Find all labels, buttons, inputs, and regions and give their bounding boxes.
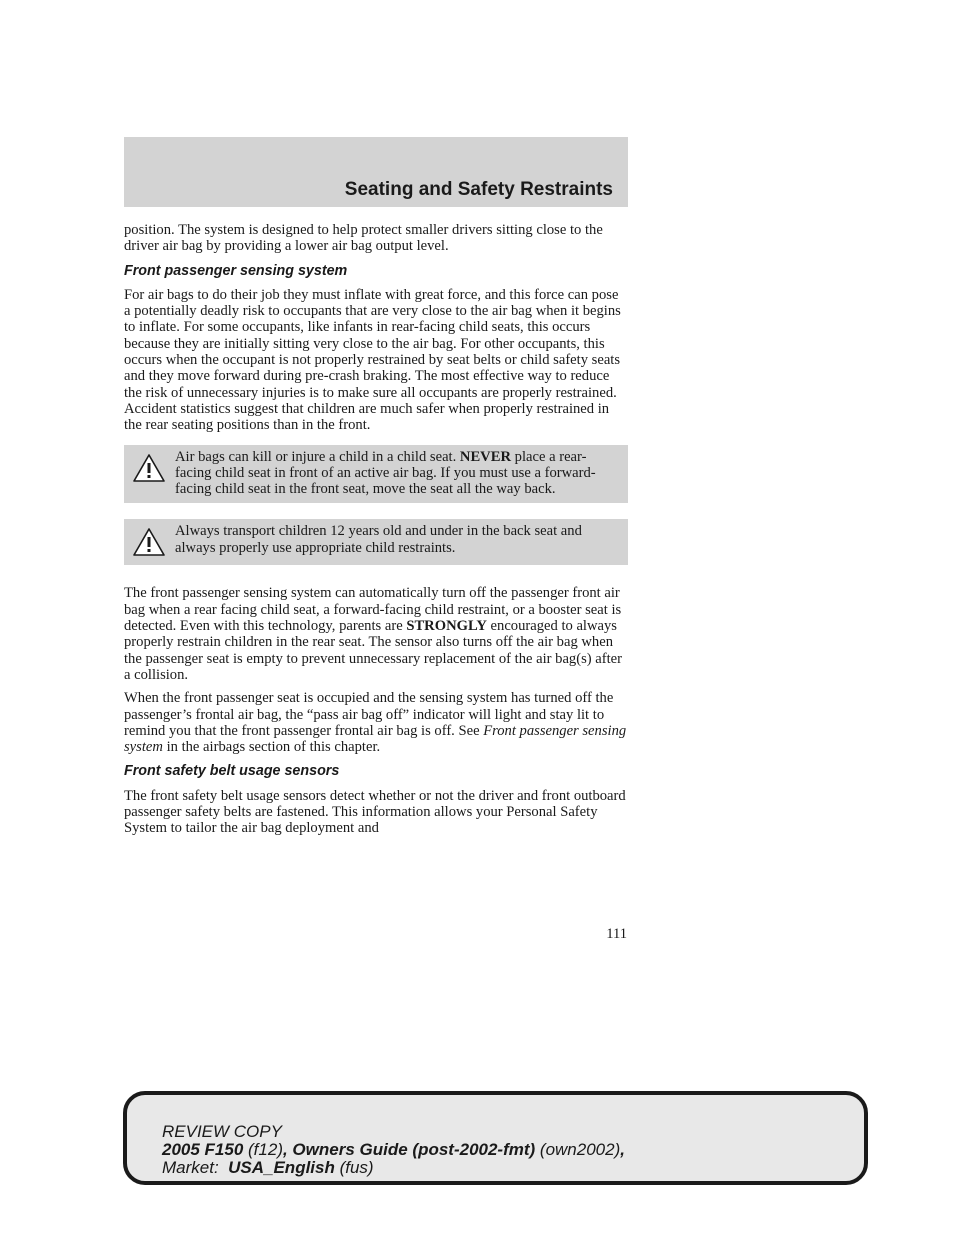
cross-reference: Front passenger sensing system <box>124 722 627 756</box>
paragraph-airbag-force: For air bags to do their job they must inflate with great force, and this force can pose a potentially deadly risk to occupants that are very close to the air bag when it begins to inflate. For some occupants, like infants in rear-facing child seats, this occurs because they are initially sitting very close to the air bag. For other occupants, this occurs when the occupant is not properly restrained by seat belts or child safety seats and they move forward during pre-crash braking. The most effective way to reduce the risk of unnecessary injuries is to make sure all occupants are properly restrained. Accident statistics suggest that children are much safer when properly restrained in the rear seating positions than in the front. <box>124 286 621 434</box>
guide-name: , Owners Guide (post-2002-fmt) <box>282 1140 536 1159</box>
warning-text: Always transport children 12 years old and under in the back seat and always properly use appropriate child restraints. <box>175 523 582 556</box>
review-market-line <box>162 1159 625 1177</box>
paragraph-sensing-system <box>124 585 628 683</box>
separator: , <box>620 1140 625 1159</box>
page-number: 111 <box>606 926 627 942</box>
text-span: The front passenger sensing system can automatically turn off the passenger front air bag when a rear facing child seat, a forward-facing child restraint, or a booster seat is detected. Even with this technology, parents are <box>124 585 622 635</box>
intro-paragraph: position. The system is designed to help protect smaller drivers sitting close to the driver air bag by providing a lower air bag output level. <box>124 222 603 255</box>
review-copy-label: REVIEW COPY <box>162 1122 282 1141</box>
model-code: (f12) <box>243 1140 283 1159</box>
text-span: in the airbags section of this chapter. <box>162 739 381 756</box>
section-heading-passenger-sensing: Front passenger sensing system <box>124 262 348 279</box>
header-band <box>124 137 628 207</box>
warning-box-children-back-seat <box>124 519 628 565</box>
review-model-line <box>162 1141 625 1159</box>
warning-emphasis-never: NEVER <box>459 448 511 465</box>
model-name: 2005 F150 <box>162 1140 244 1159</box>
warning-triangle-icon <box>132 527 166 557</box>
review-copy-text <box>162 1123 625 1177</box>
market-name: USA_English <box>228 1158 335 1177</box>
market-code: (fus) <box>334 1158 374 1177</box>
warning-box-child-seat <box>124 445 628 504</box>
market-label: Market: <box>162 1158 229 1177</box>
paragraph-pass-air-bag-off <box>124 690 628 755</box>
text-span: encouraged to always properly restrain children in the rear seat. The sensor also turns off the air bag when the passenger seat is empty to prevent unnecessary replacement of the air bag(s) after a collision. <box>124 618 623 683</box>
warning-triangle-icon <box>132 453 166 483</box>
page-title: Seating and Safety Restraints <box>344 179 613 200</box>
warning-text-before: Air bags can kill or injure a child in a child seat. <box>175 448 460 465</box>
warning-text-after: place a rear-facing child seat in front of an active air bag. If you must use a forward-facing child seat in the front seat, move the seat all the way back. <box>175 448 596 498</box>
content <box>124 222 628 844</box>
paragraph-belt-sensors: The front safety belt usage sensors detect whether or not the driver and front outboard passenger safety belts are fastened. This information allows your Personal Safety System to tailor the air bag deployment and <box>124 787 626 837</box>
section-heading-belt-sensors: Front safety belt usage sensors <box>124 763 340 780</box>
text-span: When the front passenger seat is occupied and the sensing system has turned off the passenger’s frontal air bag, the “pass air bag off” indicator will light and stay lit to remind you that the front passenger frontal air bag is off. See <box>124 690 614 739</box>
emphasis-strongly: STRONGLY <box>406 618 487 635</box>
review-copy-box <box>123 1091 868 1185</box>
guide-code: (own2002) <box>535 1140 621 1159</box>
